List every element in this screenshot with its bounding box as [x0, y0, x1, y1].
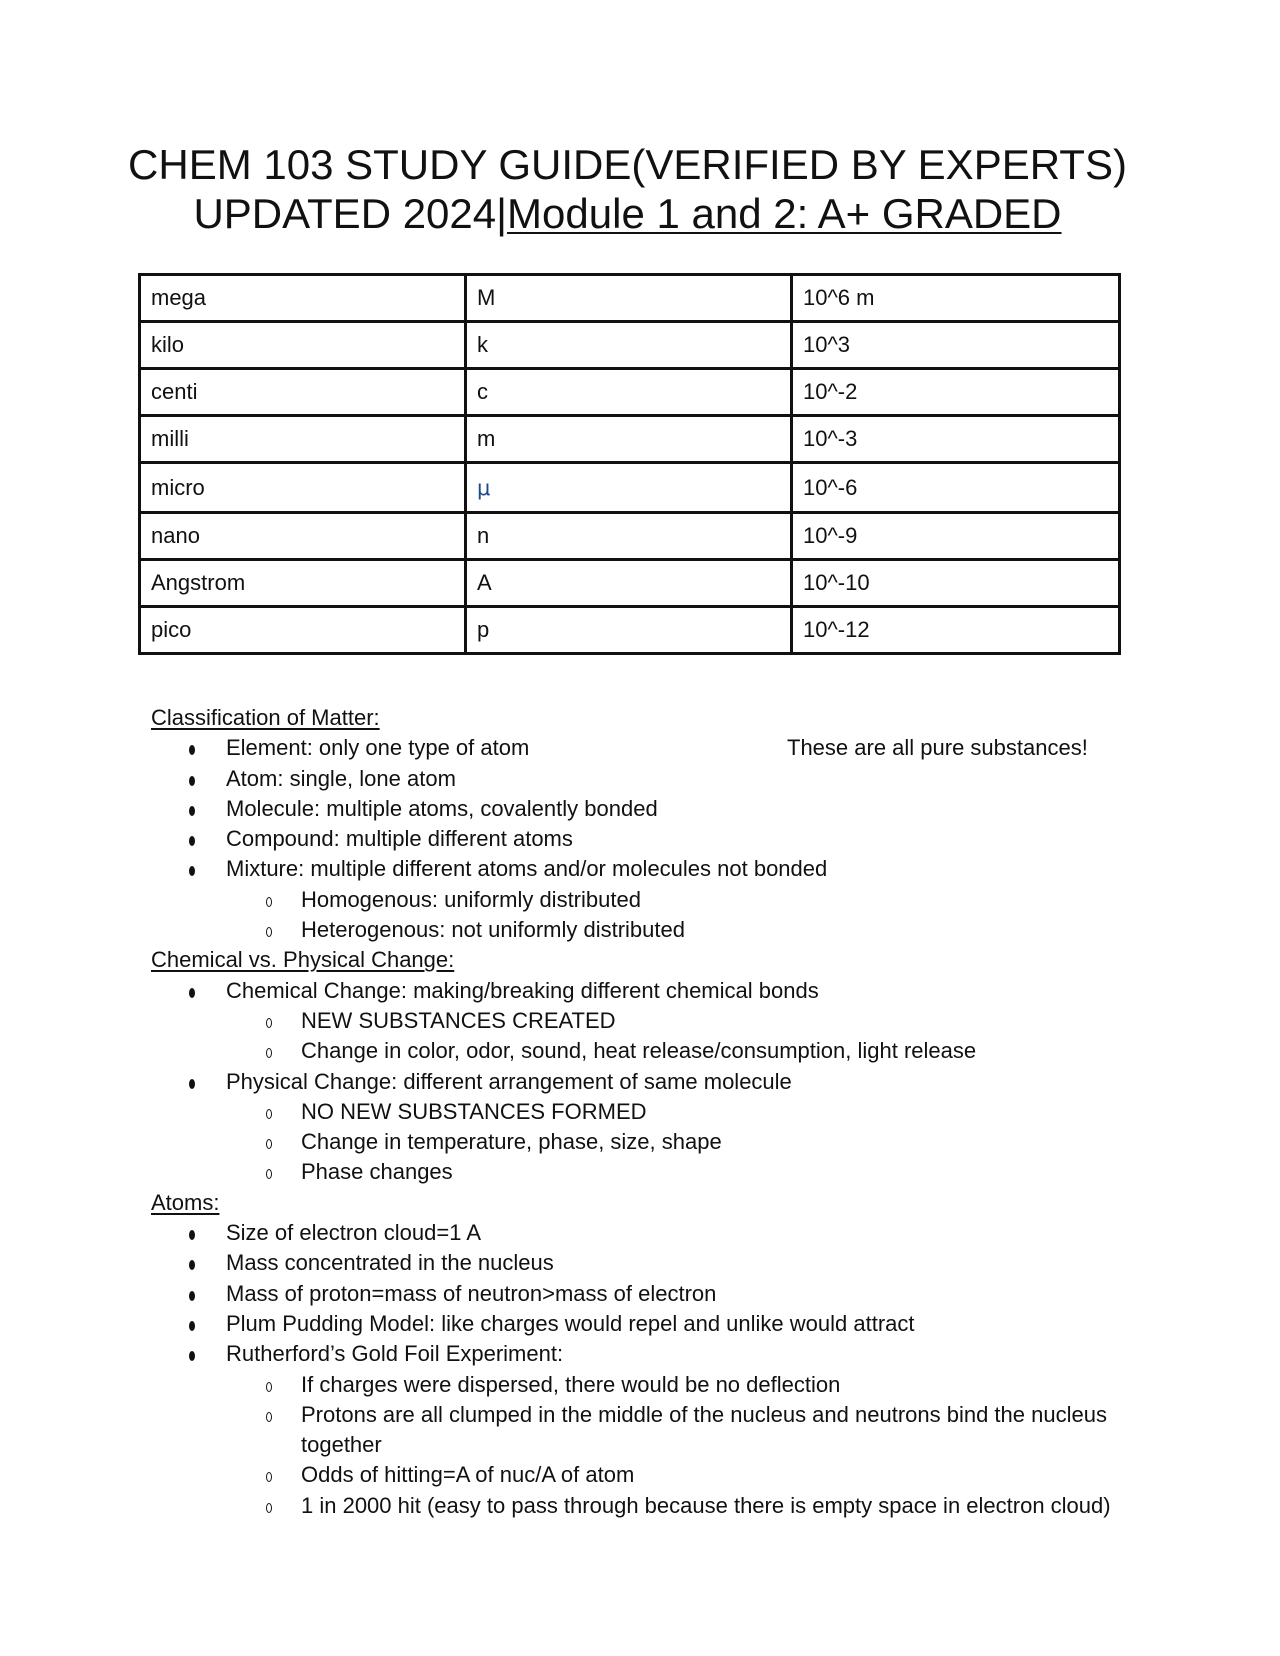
- list-item: Physical Change: different arrangement of same molecule NO NEW SUBSTANCES FORMED Change in temperature, phase, size, shape Phase changes: [151, 1067, 1151, 1188]
- document-title: [0, 140, 1255, 238]
- hollow-bullet-icon: [266, 927, 272, 937]
- hollow-bullet-icon: [266, 1412, 272, 1422]
- title-line-2-underlined: Module 1 and 2: A+ GRADED: [507, 190, 1062, 237]
- bullet-icon: [189, 1321, 195, 1331]
- prefix-symbol: A: [466, 560, 792, 607]
- pure-substances-note: These are all pure substances!: [787, 735, 1088, 760]
- prefix-name: centi: [140, 369, 466, 416]
- sub-list-item: 1 in 2000 hit (easy to pass through because there is empty space in electron cloud): [226, 1491, 1151, 1521]
- title-line-1: CHEM 103 STUDY GUIDE(VERIFIED BY EXPERTS): [128, 141, 1127, 188]
- prefix-symbol: n: [466, 513, 792, 560]
- sub-list-item: Change in color, odor, sound, heat release/consumption, light release: [226, 1036, 1151, 1066]
- list-item: Chemical Change: making/breaking different chemical bonds NEW SUBSTANCES CREATED Change in color, odor, sound, heat release/consumption, light release: [151, 976, 1151, 1067]
- list-item: Size of electron cloud=1 A: [151, 1218, 1151, 1248]
- sub-list-item: NEW SUBSTANCES CREATED: [226, 1006, 1151, 1036]
- list-item: Atom: single, lone atom: [151, 764, 1151, 794]
- list-item: Element: only one type of atom: [151, 733, 1151, 763]
- table-row: [140, 463, 1120, 513]
- title-line-2-prefix: UPDATED 2024|: [193, 190, 508, 237]
- table-row: [140, 560, 1120, 607]
- prefix-symbol: [466, 463, 792, 513]
- prefix-factor: 10^3: [792, 322, 1120, 369]
- list-item: Mass concentrated in the nucleus: [151, 1248, 1151, 1278]
- bullet-icon: [189, 1351, 195, 1361]
- hollow-bullet-icon: [266, 1109, 272, 1119]
- rutherford-sublist: [226, 1370, 1151, 1521]
- study-notes: [151, 703, 1151, 1521]
- table-row: [140, 369, 1120, 416]
- bullet-icon: [189, 745, 195, 755]
- physical-sublist: [226, 1097, 1151, 1188]
- sub-list-item: Phase changes: [226, 1157, 1151, 1187]
- prefix-name: nano: [140, 513, 466, 560]
- prefix-factor: 10^-6: [792, 463, 1120, 513]
- chemical-sublist: [226, 1006, 1151, 1067]
- bullet-icon: [189, 1079, 195, 1089]
- table-row: [140, 322, 1120, 369]
- prefix-symbol: c: [466, 369, 792, 416]
- sub-list-item: Protons are all clumped in the middle of the nucleus and neutrons bind the nucleus together: [226, 1400, 1151, 1461]
- table-row: [140, 513, 1120, 560]
- prefix-factor: 10^-10: [792, 560, 1120, 607]
- hollow-bullet-icon: [266, 1382, 272, 1392]
- hollow-bullet-icon: [266, 1048, 272, 1058]
- prefix-name: pico: [140, 607, 466, 654]
- list-item: Mass of proton=mass of neutron>mass of electron: [151, 1279, 1151, 1309]
- atoms-list: [151, 1218, 1151, 1521]
- mixture-sublist: [226, 885, 1151, 946]
- bullet-icon: [189, 1260, 195, 1270]
- list-item: Compound: multiple different atoms: [151, 824, 1151, 854]
- prefix-name: Angstrom: [140, 560, 466, 607]
- prefix-factor: 10^-2: [792, 369, 1120, 416]
- prefix-name: kilo: [140, 322, 466, 369]
- bullet-icon: [189, 1230, 195, 1240]
- bullet-icon: [189, 1291, 195, 1301]
- micro-symbol: μ: [477, 475, 491, 500]
- bullet-icon: [189, 836, 195, 846]
- sub-list-item: Homogenous: uniformly distributed: [226, 885, 1151, 915]
- prefix-factor: 10^6 m: [792, 275, 1120, 322]
- prefix-factor: 10^-12: [792, 607, 1120, 654]
- sub-list-item: If charges were dispersed, there would be no deflection: [226, 1370, 1151, 1400]
- list-item: Mixture: multiple different atoms and/or molecules not bonded Homogenous: uniformly distributed Heterogenous: not uniformly distributed: [151, 854, 1151, 945]
- sub-list-item: NO NEW SUBSTANCES FORMED: [226, 1097, 1151, 1127]
- table-row: [140, 416, 1120, 463]
- prefix-symbol: p: [466, 607, 792, 654]
- table-row: [140, 275, 1120, 322]
- hollow-bullet-icon: [266, 1472, 272, 1482]
- prefix-name: milli: [140, 416, 466, 463]
- sub-list-item: Change in temperature, phase, size, shape: [226, 1127, 1151, 1157]
- list-item: Plum Pudding Model: like charges would repel and unlike would attract: [151, 1309, 1151, 1339]
- bullet-icon: [189, 806, 195, 816]
- table-row: [140, 607, 1120, 654]
- hollow-bullet-icon: [266, 1169, 272, 1179]
- hollow-bullet-icon: [266, 1018, 272, 1028]
- list-item: Molecule: multiple atoms, covalently bonded: [151, 794, 1151, 824]
- bullet-icon: [189, 988, 195, 998]
- prefix-factor: 10^-3: [792, 416, 1120, 463]
- list-item: Rutherford’s Gold Foil Experiment: If charges were dispersed, there would be no deflection Protons are all clumped in the middle of the nucleus and neutrons bind the nucleus together Odds of hitting=A of nuc/A of atom 1 in 2000 hit (easy to pass through because there is empty space in electron cloud): [151, 1339, 1151, 1521]
- classification-list: [151, 733, 1151, 945]
- bullet-icon: [189, 866, 195, 876]
- hollow-bullet-icon: [266, 897, 272, 907]
- atoms-heading: Atoms:: [151, 1189, 220, 1215]
- change-heading: Chemical vs. Physical Change:: [151, 947, 455, 973]
- prefix-symbol: M: [466, 275, 792, 322]
- hollow-bullet-icon: [266, 1503, 272, 1513]
- prefix-symbol: m: [466, 416, 792, 463]
- prefix-name: mega: [140, 275, 466, 322]
- change-list: [151, 976, 1151, 1188]
- prefix-name: micro: [140, 463, 466, 513]
- prefix-symbol: k: [466, 322, 792, 369]
- sub-list-item: Heterogenous: not uniformly distributed: [226, 915, 1151, 945]
- classification-heading: Classification of Matter:: [151, 705, 380, 730]
- sub-list-item: Odds of hitting=A of nuc/A of atom: [226, 1460, 1151, 1490]
- bullet-icon: [189, 776, 195, 786]
- si-prefix-table: [138, 273, 1121, 655]
- hollow-bullet-icon: [266, 1139, 272, 1149]
- prefix-factor: 10^-9: [792, 513, 1120, 560]
